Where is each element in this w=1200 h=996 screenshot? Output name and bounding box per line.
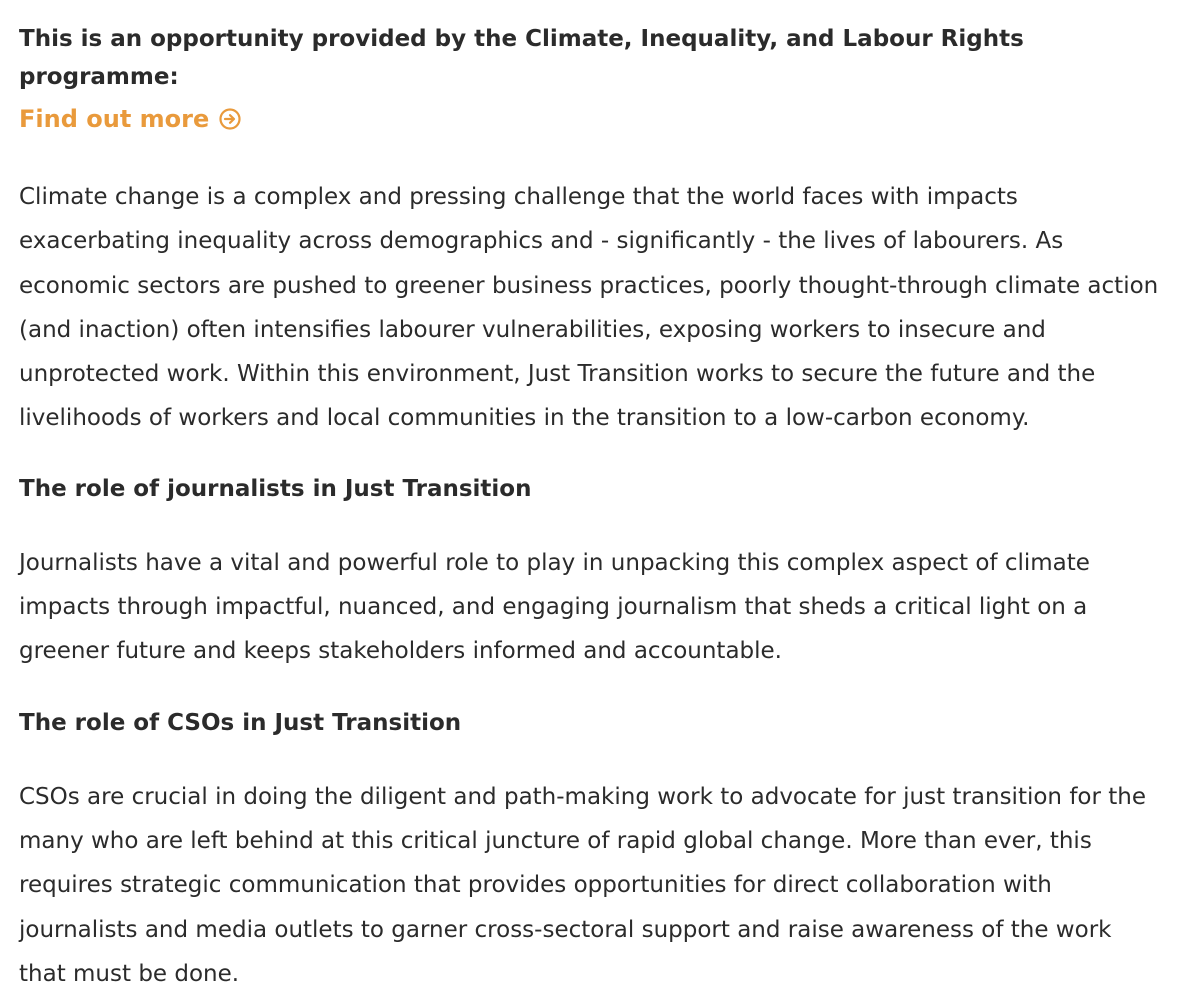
csos-paragraph: CSOs are crucial in doing the diligent and path-making work to advocate for just transition for the many who are left behind at this critical juncture of rapid global change. More than ever, this requires strategic communication that provides opportunities for direct collaboration with journalists and media outlets to garner cross-sectoral support and raise awareness of the work that must be done.	[19, 783, 1146, 987]
csos-heading: The role of CSOs in Just Transition	[19, 709, 462, 736]
find-out-more-link[interactable]	[19, 100, 241, 138]
find-out-more-label: Find out more	[19, 105, 210, 133]
intro-paragraph: Climate change is a complex and pressing challenge that the world faces with impacts exacerbating inequality across demographics and - significantly - the lives of labourers. As economic sectors are pushed to greener business practices, poorly thought-through climate action (and inaction) often intensifies labourer vulnerabilities, exposing workers to insecure and unprotected work. Within this environment, Just Transition works to secure the future and the livelihoods of workers and local communities in the transition to a low-carbon economy.	[19, 184, 1159, 432]
circle-arrow-right-icon	[219, 108, 241, 130]
programme-intro-title: This is an opportunity provided by the Climate, Inequality, and Labour Rights programme:	[19, 26, 1024, 90]
journalists-paragraph: Journalists have a vital and powerful role to play in unpacking this complex aspect of climate impacts through impactful, nuanced, and engaging journalism that sheds a critical light on a greener future and keeps stakeholders informed and accountable.	[19, 549, 1090, 665]
journalists-heading: The role of journalists in Just Transition	[19, 475, 532, 502]
